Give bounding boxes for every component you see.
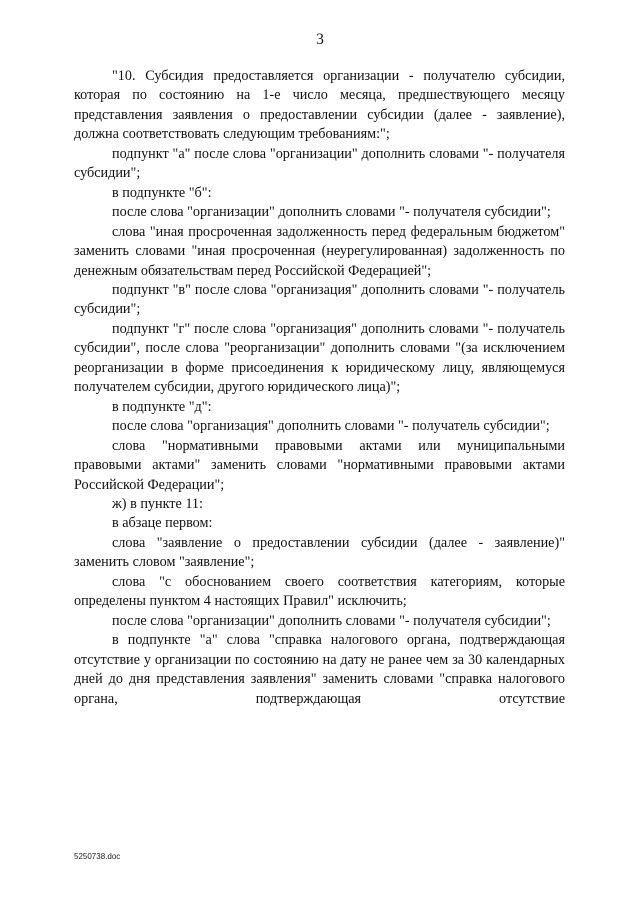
paragraph: слова "нормативными правовыми актами или муниципальными правовыми актами" заменить словами "нормативными правовыми актами Российской Федерации"; [74,437,565,493]
page-number: 3 [316,31,324,48]
paragraph: подпункт "в" после слова "организация" дополнить словами "- получатель субсидии"; [74,281,565,318]
footer-filename: 5250738.doc [74,852,121,861]
paragraph: после слова "организация" дополнить словами "- получатель субсидии"; [112,418,550,435]
paragraph: "10. Субсидия предоставляется организации - получателю субсидии, которая по состоянию на 1-е число месяца, предшествующего месяцу представления заявления о предоставлении субсидии (далее - заявление), должна соответствовать следующим требованиям:"; [74,68,565,143]
paragraph: в абзаце первом: [112,515,213,532]
paragraph: слова "заявление о предоставлении субсидии (далее - заявление)" заменить словом "заявление"; [74,534,565,571]
paragraph: в подпункте "б": [112,184,212,201]
document-body [74,67,565,709]
paragraph: в подпункте "д": [112,398,212,415]
paragraph: после слова "организации" дополнить словами "- получателя субсидии"; [112,204,551,221]
paragraph: подпункт "г" после слова "организация" дополнить словами "- получатель субсидии", после слова "реорганизации" дополнить словами "(за исключением реорганизации в форме присоединения к юридическому лицу, являющемуся получателем субсидии, другого юридического лица)"; [74,320,565,396]
paragraph: после слова "организации" дополнить словами "- получателя субсидии"; [112,612,551,629]
paragraph: ж) в пункте 11: [112,495,203,512]
paragraph: подпункт "а" после слова "организации" дополнить словами "- получателя субсидии"; [74,145,565,182]
paragraph: слова "иная просроченная задолженность перед федеральным бюджетом" заменить словами "иная просроченная (неурегулированная) задолженность по денежным обязательствам перед Российской Федерацией"; [74,223,565,279]
paragraph: в подпункте "а" слова "справка налогового органа, подтверждающая отсутствие у организации по состоянию на дату не ранее чем за 30 календарных дней до дня представления заявления" заменить словами "справка налогового органа, подтверждающая отсутствие [74,632,565,707]
paragraph: слова "с обоснованием своего соответствия категориям, которые определены пунктом 4 настоящих Правил" исключить; [74,573,565,610]
